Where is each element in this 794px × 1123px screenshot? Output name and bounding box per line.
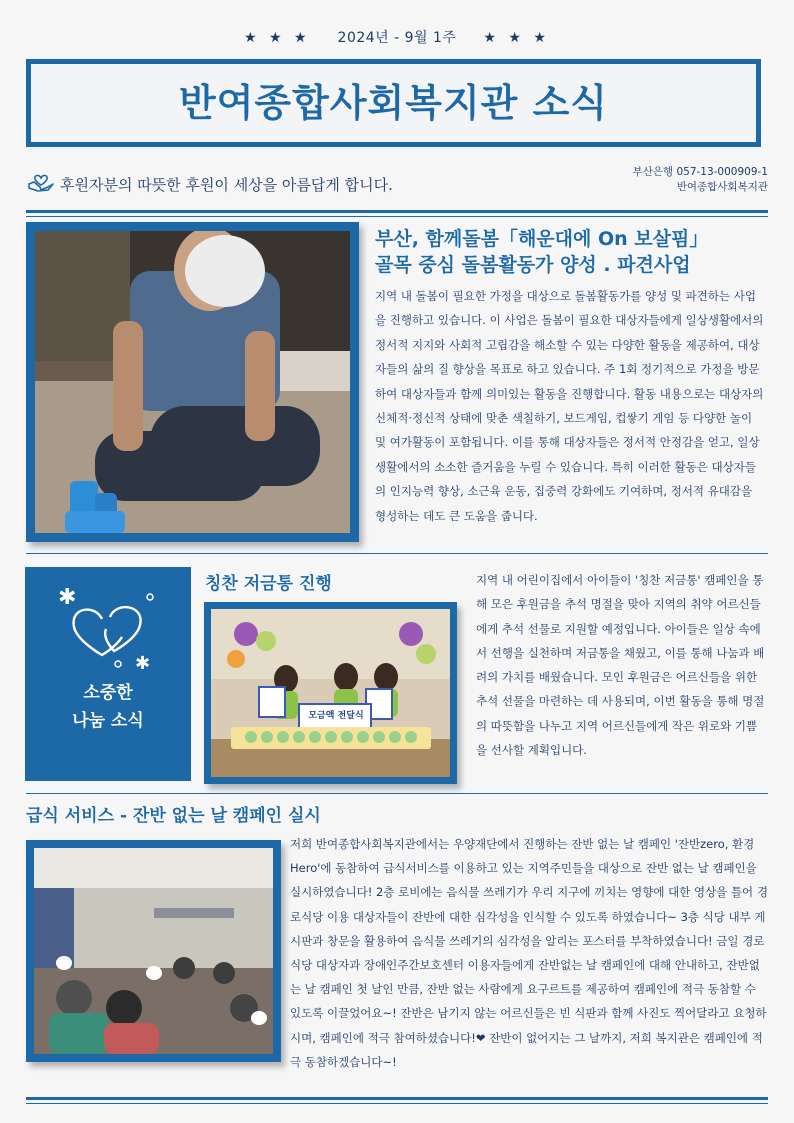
photo-care-activity bbox=[35, 231, 350, 533]
photo-frame-piggybank bbox=[204, 602, 457, 784]
hands-heart-icon bbox=[28, 172, 54, 196]
nanum-badge-line2: 나눔 소식 bbox=[72, 711, 144, 731]
page-title: 반여종합사회복지관 소식 bbox=[178, 81, 609, 125]
divider-mid2 bbox=[26, 793, 768, 794]
divider-top-thin bbox=[26, 216, 768, 217]
photo-canteen-campaign bbox=[34, 848, 273, 1054]
title-box bbox=[26, 59, 761, 147]
hearts-sparkle-icon bbox=[50, 579, 170, 683]
photo-frame-canteen bbox=[26, 840, 281, 1062]
divider-top bbox=[26, 210, 768, 213]
bank-info bbox=[633, 165, 768, 195]
stars-left: ★ ★ ★ bbox=[244, 30, 311, 46]
stars-right: ★ ★ ★ bbox=[483, 30, 550, 46]
bank-account: 부산은행 057-13-000909-1 bbox=[632, 166, 768, 178]
issue-date-row bbox=[0, 27, 794, 47]
section1-body: 지역 내 돌봄이 필요한 가정을 대상으로 돌봄활동가를 양성 및 파견하는 사업을 진행하고 있습니다. 이 사업은 돌봄이 필요한 대상자들에게 일상생활에서의 정서적 지지와 사회적 고립감을 해소할 수 있는 다양한 활동을 제공하여, 대상자들의 삶의 질 향상을 목표로 하고 있습니다. 주 1회 정기적으로 가정을 방문하여 대상자들과 함께 의미있는 활동을 진행합니다. 활동 내용으로는 대상자의 신체적·정신적 상태에 맞춘 색칠하기, 보드게임, 컵쌓기 게임 등 다양한 놀이 및 여가활동이 포함됩니다. 이를 통해 대상자들은 정서적 안정감을 얻고, 일상생활에서의 소소한 즐거움을 누릴 수 있습니다. 특히 이러한 활동은 대상자들의 인지능력 향상, 소근육 운동, 집중력 강화에도 기여하며, 정서적 유대감을 형성하는 데도 큰 도움을 줍니다. bbox=[375, 289, 764, 523]
divider-bottom-thin bbox=[26, 1103, 768, 1104]
photo-frame-care bbox=[26, 222, 359, 542]
divider-mid1 bbox=[26, 553, 768, 554]
ceremony-banner: 모금액 전달식 bbox=[308, 711, 364, 721]
slogan-row bbox=[28, 172, 393, 196]
photo-piggybank-ceremony bbox=[211, 609, 450, 777]
nanum-badge bbox=[25, 567, 191, 781]
section1-title-line1: 부산, 함께돌봄「해운대에 On 보살핌」 bbox=[375, 228, 709, 250]
svg-text:✱: ✱ bbox=[135, 653, 151, 674]
bank-holder: 반여종합사회복지관 bbox=[676, 181, 768, 193]
section3-body: 저희 반여종합사회복지관에서는 우양재단에서 진행하는 잔반 없는 날 캠페인 '잔반zero, 환경Hero'에 동참하여 급식서비스를 이용하고 있는 지역주민들을 대상으로 잔반 없는 날 캠페인을 실시하였습니다! 2층 로비에는 음식물 쓰레기가 우리 지구에 끼치는 영향에 대한 영상을 틀어 경로식당 이용 대상자들이 잔반에 대한 심각성을 인식할 수 있도록 하였습니다~ 3층 식당 내부 게시판과 창문을 활용하여 음식물 쓰레기의 심각성을 알리는 포스터를 부착하였습니다! 금일 경로식당 대상자과 장애인주간보호센터 이용자들에게 잔반없는 날 캠페인에 대해 안내하고, 잔반없는 날 캠페인 첫 날인 만큼, 잔반 없는 사람에게 요구르트를 제공하여 캠페인에 적극 동참할 수 있도록 이끌었어요~! 잔반은 남기지 않는 어르신들은 빈 식판과 함께 사진도 찍어달라고 요청하시며, 캠페인에 적극 참여하셨습니다!❤ 잔반이 없어지는 그 날까지, 저희 복지관은 캠페인에 적극 동참하겠습니다~! bbox=[290, 837, 768, 1069]
section1-title-line2: 골목 중심 돌봄활동가 양성 . 파견사업 bbox=[375, 254, 691, 276]
section3-title: 급식 서비스 - 잔반 없는 날 캠페인 실시 bbox=[26, 806, 321, 826]
section2-title: 칭찬 저금통 진행 bbox=[205, 574, 332, 594]
nanum-badge-line1: 소중한 bbox=[83, 683, 133, 703]
section1-title bbox=[375, 226, 708, 278]
nanum-badge-text bbox=[25, 679, 191, 735]
svg-text:✱: ✱ bbox=[58, 585, 77, 610]
section2-body: 지역 내 어린이집에서 아이들이 '칭찬 저금통' 캠페인을 통해 모은 후원금을 추석 명절을 맞아 지역의 취약 어르신들에게 추석 선물로 지원할 예정입니다. 아이들은 일상 속에서 선행을 실천하며 저금통을 채웠고, 이를 통해 나눔과 배려의 가치를 배웠습니다. 모인 후원금은 어르신들을 위한 추석 선물을 마련하는 데 사용되며, 이번 활동을 통해 명절의 따뜻함을 나누고 지역 어르신들에게 작은 위로와 기쁨을 선사할 계획입니다. bbox=[476, 573, 765, 758]
issue-date: 2024년 - 9월 1주 bbox=[337, 30, 457, 46]
divider-bottom bbox=[26, 1097, 768, 1100]
slogan-text: 후원자분의 따뜻한 후원이 세상을 아름답게 합니다. bbox=[60, 175, 393, 194]
